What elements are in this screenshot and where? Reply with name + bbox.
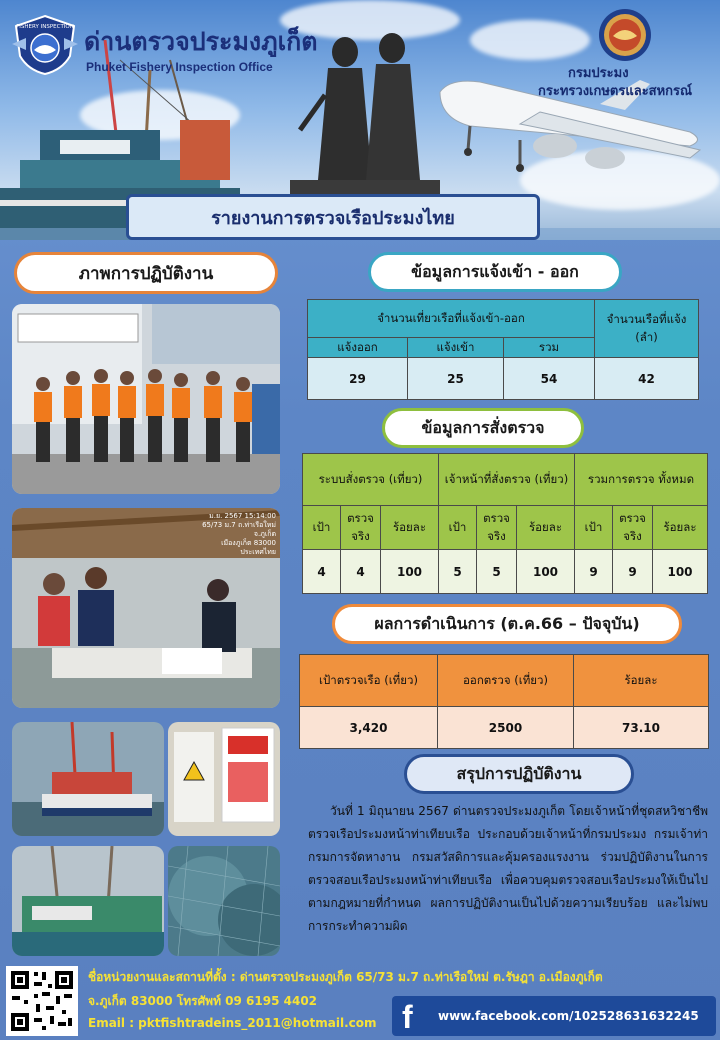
order-sub-percent: ร้อยละ — [517, 506, 575, 550]
results-val-percent: 73.10 — [574, 707, 709, 749]
results-col-target: เป้าตรวจเรือ (เที่ยว) — [300, 655, 438, 707]
order-sub-target: เป้า — [303, 506, 341, 550]
order-value: 4 — [341, 550, 381, 594]
order-value: 5 — [439, 550, 477, 594]
movement-val-total: 54 — [504, 358, 595, 400]
movement-group-header: จำนวนเที่ยวเรือที่แจ้งเข้า-ออก — [308, 300, 595, 338]
order-value: 100 — [381, 550, 439, 594]
photo-green-boat — [12, 846, 164, 956]
summary-section-label: สรุปการปฏิบัติงาน — [404, 754, 634, 794]
photo-boat-red-mast — [12, 722, 164, 836]
order-sub-percent: ร้อยละ — [653, 506, 708, 550]
results-val-target: 3,420 — [300, 707, 438, 749]
qr-code[interactable] — [6, 966, 78, 1036]
report-title: รายงานการตรวจเรือประมงไทย — [126, 194, 540, 240]
movement-table — [307, 299, 699, 400]
photos-section-label: ภาพการปฏิบัติงาน — [14, 252, 278, 294]
order-section-label: ข้อมูลการสั่งตรวจ — [382, 408, 584, 448]
movement-val-in: 25 — [408, 358, 504, 400]
ministry-name: กระทรวงเกษตรและสหกรณ์ — [538, 84, 693, 99]
results-table — [299, 654, 709, 749]
movement-val-boats: 42 — [595, 358, 699, 400]
footer-email[interactable]: Email : pktfishtradeins_2011@hotmail.com — [88, 1016, 377, 1030]
department-of-fisheries-seal-logo — [598, 8, 652, 62]
results-col-percent: ร้อยละ — [574, 655, 709, 707]
order-table — [302, 453, 708, 594]
order-value: 4 — [303, 550, 341, 594]
photo-fishing-nets — [168, 846, 280, 956]
department-name: กรมประมง — [568, 66, 629, 81]
results-val-out: 2500 — [438, 707, 574, 749]
photo-document-inspection — [12, 508, 280, 708]
order-sub-target: เป้า — [575, 506, 613, 550]
order-sub-actual: ตรวจ จริง — [477, 506, 517, 550]
photo-team-group — [12, 304, 280, 494]
order-sub-percent: ร้อยละ — [381, 506, 439, 550]
order-sub-target: เป้า — [439, 506, 477, 550]
movement-boats-header: จำนวนเรือที่แจ้ง (ลำ) — [595, 300, 699, 358]
order-group-system: ระบบสั่งตรวจ (เที่ยว) — [303, 454, 439, 506]
office-name-thai: ด่านตรวจประมงภูเก็ต — [84, 27, 318, 56]
fishery-inspection-shield-logo — [12, 14, 78, 76]
footer-address-line1: ชื่อหน่วยงานและสถานที่ตั้ง : ด่านตรวจประมงภูเก็ต 65/73 ม.7 ถ.ท่าเรือใหม่ ต.รัษฎา อ.เมืองภูเก็ต — [88, 970, 603, 984]
logo-left-text: FISHERY INSPECTION — [16, 24, 74, 30]
order-value: 9 — [575, 550, 613, 594]
order-sub-actual: ตรวจ จริง — [613, 506, 653, 550]
facebook-icon: f — [402, 999, 413, 1035]
order-value: 9 — [613, 550, 653, 594]
movement-col-in: แจ้งเข้า — [408, 338, 504, 358]
order-value: 100 — [653, 550, 708, 594]
order-sub-actual: ตรวจ จริง — [341, 506, 381, 550]
movement-col-total: รวม — [504, 338, 595, 358]
movement-val-out: 29 — [308, 358, 408, 400]
summary-text: วันที่ 1 มิถุนายน 2567 ด่านตรวจประมงภูเก็ต โดยเจ้าหน้าที่ชุดสหวิชาชีพตรวจเรือประมงหน้าท่าเทียบเรือ ประกอบด้วยเจ้าหน้าที่กรมประมง กรมเจ้าท่า กรมการจัดหางาน กรมสวัสดิการและคุ้มครองแรงงาน ร่วมปฏิบัติงานในการตรวจสอบเรือประมงหน้าท่าเทียบเรือ เพื่อควบคุมตรวจสอบเรือประมงให้เป็นไปตามกฎหมายที่กำหนด ผลการปฏิบัติงานเป็นไปด้วยความเรียบร้อย และไม่พบการกระทำความผิด — [308, 804, 708, 933]
order-value: 5 — [477, 550, 517, 594]
facebook-url[interactable]: www.facebook.com/102528631632245 — [438, 1009, 699, 1023]
order-group-total: รวมการตรวจ ทั้งหมด — [575, 454, 708, 506]
office-name-english: Phuket Fishery Inspection Office — [86, 60, 273, 74]
movement-col-out: แจ้งออก — [308, 338, 408, 358]
order-value: 100 — [517, 550, 575, 594]
results-section-label: ผลการดำเนินการ (ต.ค.66 – ปัจจุบัน) — [332, 604, 682, 644]
footer-address-line2: จ.ภูเก็ต 83000 โทรศัพท์ 09 6195 4402 — [88, 994, 318, 1008]
order-group-officer: เจ้าหน้าที่สั่งตรวจ (เที่ยว) — [439, 454, 575, 506]
movement-section-label: ข้อมูลการแจ้งเข้า - ออก — [368, 252, 622, 292]
photo-timestamp-stamp: ม.ย. 2567 15:14:00 65/73 ม.7 ถ.ท่าเรือใหม่ จ.ภูเก็ต เมืองภูเก็ต 83000 ประเทศไทย — [202, 512, 276, 556]
results-col-out: ออกตรวจ (เที่ยว) — [438, 655, 574, 707]
photo-warning-signs — [168, 722, 280, 836]
